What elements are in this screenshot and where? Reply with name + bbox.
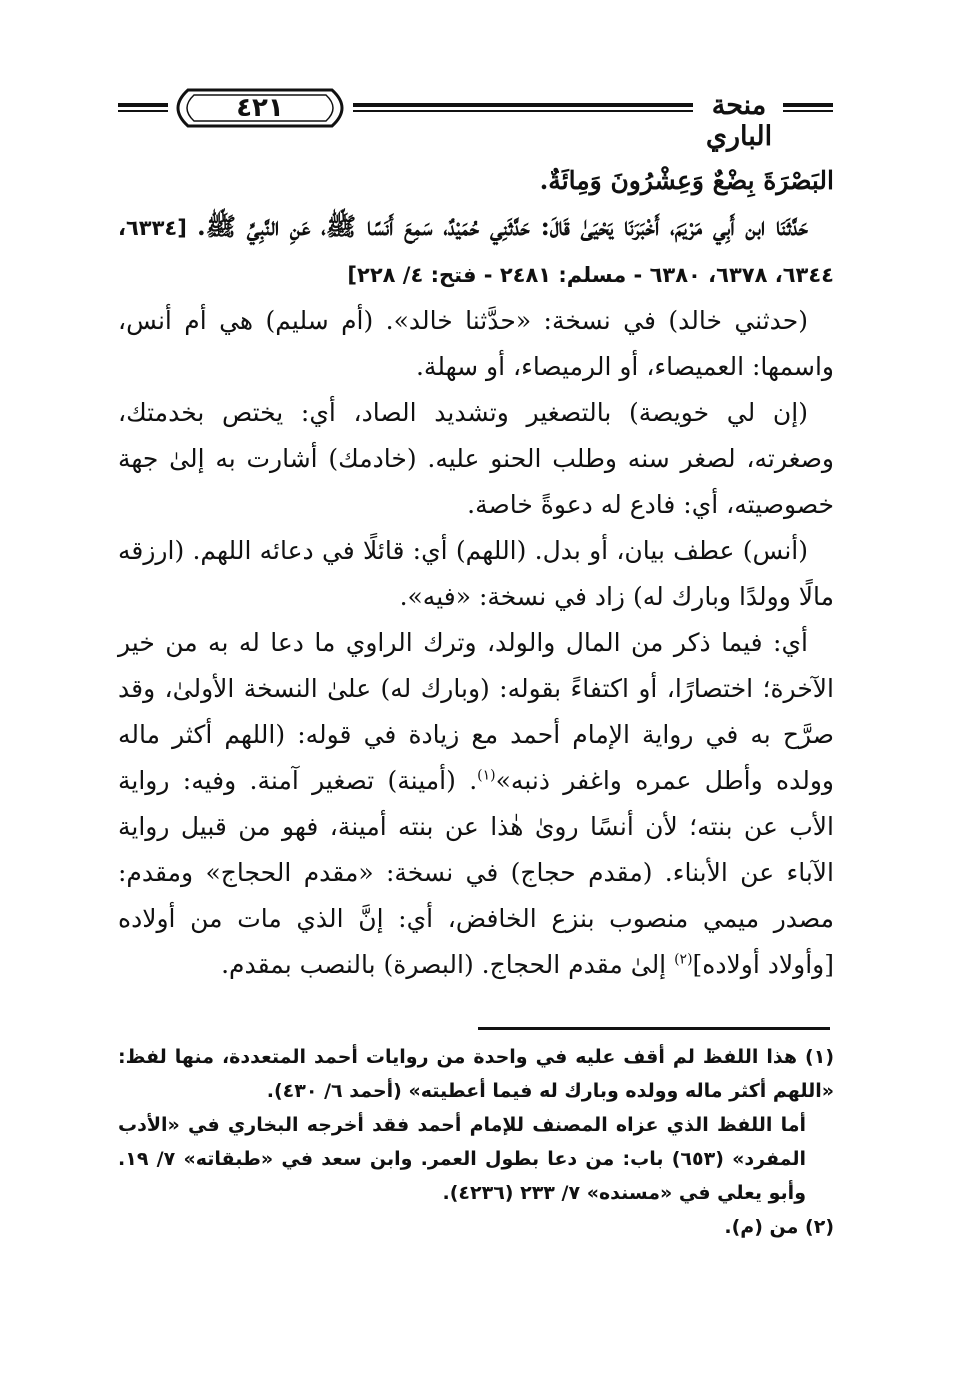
page-number-frame (166, 86, 354, 130)
paragraph-opening: البَصْرَةَ بِضْعٌ وَعِشْرُونَ وَمِائَةٌ. (539, 166, 834, 195)
footnote-ref-1: (١) (477, 767, 496, 784)
paragraph-commentary-3: (أنس) عطف بيان، أو بدل. (اللهم) أي: قائلًا في دعائه اللهم. (ارزقه مالًا وولدًا وبارك له) زاد في نسخة: «فيه». (118, 536, 834, 611)
header-rule-left (118, 103, 168, 113)
paragraph-commentary-4 (118, 620, 834, 988)
commentary-text: إلىٰ مقدم الحجاج. (البصرة) بالنصب بمقدم. (221, 950, 675, 979)
hadith-text: حَدَّثَنَا ابن أَبِي مَرْيَمَ، أَخْبَرَنَا يَحْيَىٰ قَالَ: حَدَّثَنِي حُمَيْدٌ، سَمِعَ أَنَسًا ﷺ، عَنِ النَّبِيِّ ﷺ. (197, 212, 808, 241)
footnote-1-continued: أما اللفظ الذي عزاه المصنف للإمام أحمد فقد أخرجه البخاري في «الأدب المفرد» (٦٥٣) باب: من دعا بطول العمر. وابن سعد في «طبقاته» ٧/ ١٩. وأبو يعلي في «مسنده» ٧/ ٢٣٣ (٤٢٣٦). (118, 1114, 807, 1204)
commentary-text: أي: فيما ذكر من المال والولد، وترك الراوي ما دعا له به من خير الآخرة؛ اختصارًا، أو اكتفاءً بقوله: (وبارك له) علىٰ النسخة الأولىٰ، وقد صرَّح به في رواية الإمام أحمد مع زيادة في قوله: (اللهم أكثر ماله وولده وأطل عمره واغفر ذنبه» (118, 628, 834, 795)
hadith-references: [٦٣٣٤، ٦٣٤٤، ٦٣٧٨، ٦٣٨٠ - مسلم: ٢٤٨١ - فتح: ٤/ ٢٢٨] (118, 216, 834, 287)
commentary-text: . (أمينة) تصغير آمنة. وفيه: رواية الأب عن بنته؛ لأن أنسًا روىٰ هٰذا عن بنته أمينة، فهو من قبيل رواية الآباء عن الأبناء. (مقدم حجاج) في نسخة: «مقدم الحجاج» ومقدم: مصدر ميمي منصوب بنزع الخافض، أي: إنَّ الذي مات من أولاده [وأولاد أولاده] (118, 766, 834, 979)
footnotes (118, 1040, 834, 1244)
footnote-2: (٢) من (م). (724, 1216, 834, 1238)
paragraph-commentary-2: (إن لي خويصة) بالتصغير وتشديد الصاد، أي: يختص بخدمتك، وصغرته، لصغر سنه وطلب الحنو عليه. (خادمك) أشارت به إلىٰ جهة خصوصيته، أي: فادع له دعوةً خاصة. (118, 398, 834, 519)
main-text (118, 158, 834, 988)
footnote-1: (١) هذا اللفظ لم أقف عليه في واحدة من روايات أحمد المتعددة، منها لفظ: «اللهم أكثر ماله وولده وبارك له فيما أعطيته» (أحمد ٦/ ٤٣٠). (118, 1046, 834, 1102)
footnote-ref-2: (٢) (674, 951, 693, 968)
page-number: ٤٢١ (236, 93, 284, 123)
page-header (118, 84, 834, 152)
header-rule-end (783, 103, 833, 113)
paragraph-hadith (118, 204, 834, 298)
header-rule-right (353, 103, 693, 113)
paragraph-commentary-1: (حدثني خالد) في نسخة: «حدَّثنا خالد». (أم سليم) هي أم أنس، واسمها: العميصاء، أو الرميصاء، أو سهلة. (118, 306, 834, 381)
book-title: منحة الباري (705, 90, 773, 152)
footnote-divider (478, 1027, 830, 1030)
